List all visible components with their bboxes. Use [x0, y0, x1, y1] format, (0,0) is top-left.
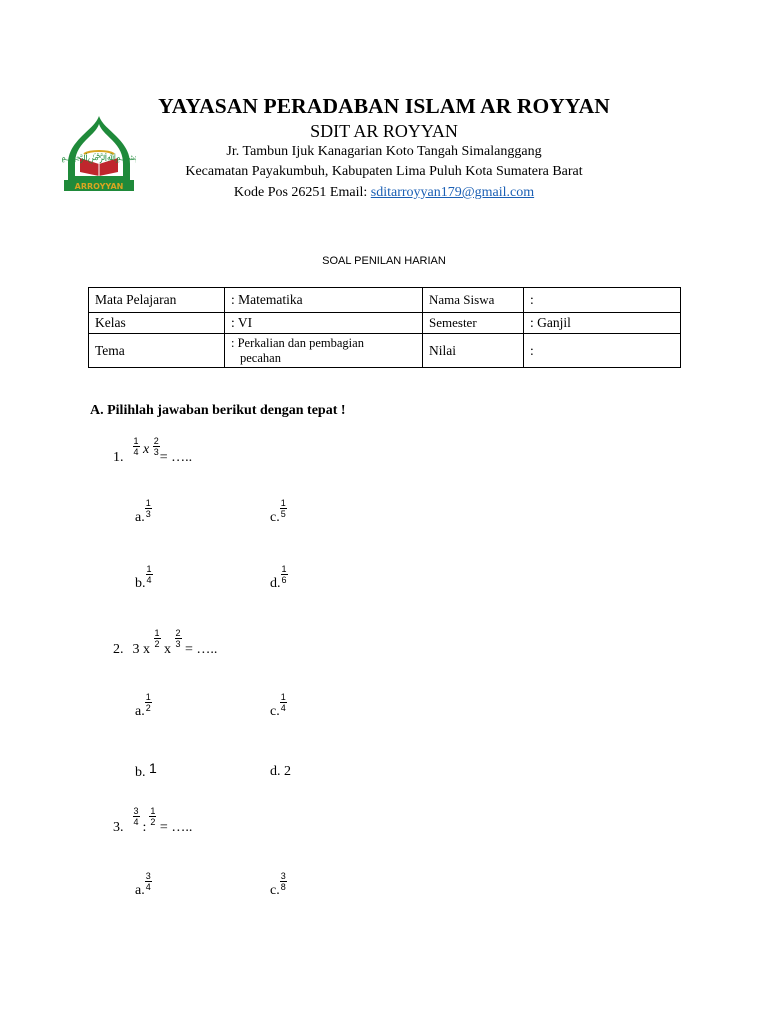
- fraction: $\frac{1}{4}$: [133, 436, 139, 457]
- option-value: 1: [149, 760, 157, 776]
- fraction: $\frac{1}{2}$: [145, 692, 151, 713]
- score-label: Nilai: [423, 334, 524, 368]
- fraction: $\frac{1}{2}$: [154, 628, 160, 649]
- fraction: $\frac{1}{5}$: [280, 498, 286, 519]
- option-d[interactable]: d. $\frac{1}{6}$: [270, 564, 287, 591]
- fraction: $\frac{1}{4}$: [146, 564, 152, 585]
- subject-value: : Matematika: [225, 288, 423, 313]
- section-a-heading: A. Pilihlah jawaban berikut dengan tepat !: [90, 403, 346, 418]
- question-tail: = …..: [185, 642, 218, 657]
- fraction: $\frac{3}{8}$: [280, 871, 286, 892]
- fraction: $\frac{1}{6}$: [281, 564, 287, 585]
- multiply-operator: x: [143, 442, 150, 457]
- semester-value: : Ganjil: [524, 313, 681, 334]
- foundation-name: YAYASAN PERADABAN ISLAM AR ROYYAN: [158, 94, 610, 118]
- theme-value: [225, 334, 423, 368]
- question-tail: = …..: [159, 450, 193, 465]
- subject-label: Mata Pelajaran: [89, 288, 225, 313]
- postal-code-text: Kode Pos 26251 Email:: [233, 185, 371, 200]
- question-number: 1.: [113, 450, 124, 465]
- option-c[interactable]: c. $\frac{1}{4}$: [270, 692, 286, 719]
- fraction: $\frac{2}{3}$: [175, 628, 181, 649]
- score-value[interactable]: :: [524, 334, 681, 368]
- theme-label: Tema: [89, 334, 225, 368]
- fraction: $\frac{2}{3}$: [153, 436, 159, 457]
- question-number: 2.: [113, 642, 124, 657]
- email-link[interactable]: sditarroyyan179@gmail.com: [370, 185, 535, 200]
- option-b[interactable]: b. $\frac{1}{4}$: [135, 564, 152, 591]
- address-line-1: Jr. Tambun Ijuk Kanagarian Koto Tangah Simalanggang: [226, 144, 542, 159]
- student-info-table: [88, 287, 681, 368]
- question-2: [113, 628, 217, 658]
- multiply-operator: x: [164, 642, 172, 657]
- option-value: 2: [284, 764, 291, 779]
- fraction: $\frac{3}{4}$: [145, 871, 151, 892]
- theme-value-line-2: pecahan: [240, 350, 281, 365]
- option-b[interactable]: b. 1: [135, 760, 157, 780]
- option-c[interactable]: c. $\frac{1}{5}$: [270, 498, 286, 525]
- divide-operator: :: [142, 820, 147, 835]
- semester-label: Semester: [423, 313, 524, 334]
- option-a[interactable]: a. $\frac{3}{4}$: [135, 871, 151, 898]
- school-name: SDIT AR ROYYAN: [310, 121, 458, 141]
- theme-value-line-1: : Perkalian dan pembagian: [231, 335, 364, 350]
- fraction: $\frac{1}{3}$: [145, 498, 151, 519]
- document-title: SOAL PENILAN HARIAN: [322, 255, 446, 267]
- option-a[interactable]: a. $\frac{1}{3}$: [135, 498, 151, 525]
- address-line-2: Kecamatan Payakumbuh, Kabupaten Lima Puluh Kota Sumatera Barat: [185, 164, 583, 179]
- class-label: Kelas: [89, 313, 225, 334]
- student-name-label: Nama Siswa: [423, 288, 524, 313]
- option-c[interactable]: c. $\frac{3}{8}$: [270, 871, 286, 898]
- logo-text: ARROYYAN: [74, 182, 124, 191]
- student-name-value[interactable]: :: [524, 288, 681, 313]
- question-3: [113, 806, 192, 836]
- fraction: $\frac{1}{4}$: [280, 692, 286, 713]
- option-a[interactable]: a. $\frac{1}{2}$: [135, 692, 151, 719]
- question-number: 3.: [113, 820, 124, 835]
- fraction: $\frac{1}{2}$: [150, 806, 156, 827]
- question-tail: = …..: [159, 820, 193, 835]
- contact-line: [0, 185, 768, 201]
- question-1: [113, 436, 192, 466]
- svg-text:﷽: ﷽: [62, 152, 136, 163]
- fraction: $\frac{3}{4}$: [133, 806, 139, 827]
- question-lead: 3 x: [132, 642, 150, 657]
- class-value: : VI: [225, 313, 423, 334]
- option-d[interactable]: d. 2: [270, 764, 291, 779]
